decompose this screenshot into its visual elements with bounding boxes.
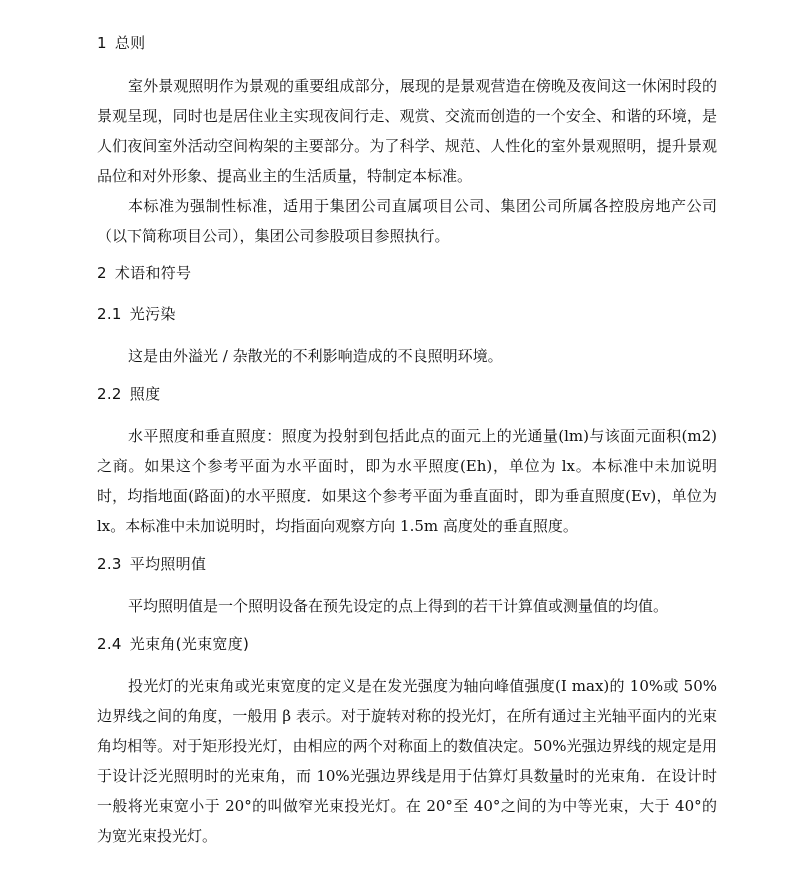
section-title: 术语和符号: [114, 264, 192, 282]
section-number: 2.1: [97, 305, 122, 323]
section-heading: [97, 32, 717, 54]
paragraph: 平均照明值是一个照明设备在预先设定的点上得到的若干计算值或测量值的均值。: [128, 597, 669, 615]
section-terms: [97, 262, 717, 284]
section-average-illuminance: [97, 553, 717, 621]
section-number: 1: [97, 34, 107, 52]
paragraph: 投光灯的光束角或光束宽度的定义是在发光强度为轴向峰值强度(I max)的 10%或 50%边界线之间的角度，一般用 β 表示。对于旋转对称的投光灯，在所有通过主光轴平面内的光束角均相等。对于矩形投光灯，由相应的两个对称面上的数值决定。50%光强边界线的规定是用于设计泛光照明时的光束角，而 10%光强边界线是用于估算灯具数量时的光束角．在设计时一般将光束宽小于 20°的叫做窄光束投光灯。在 20°至 40°之间的为中等光束，大于 40°的为宽光束投光灯。: [97, 677, 717, 845]
section-title: 照度: [129, 385, 161, 403]
section-title: 光束角(光束宽度): [129, 635, 250, 653]
paragraph: 本标准为强制性标准，适用于集团公司直属项目公司、集团公司所属各控股房地产公司（以下简称项目公司），集团公司参股项目参照执行。: [97, 197, 717, 245]
paragraph: 室外景观照明作为景观的重要组成部分，展现的是景观营造在傍晚及夜间这一休闲时段的景观呈现，同时也是居住业主实现夜间行走、观赏、交流而创造的一个安全、和谐的环境，是人们夜间室外活动空间构架的主要部分。为了科学、规范、人性化的室外景观照明，提升景观品位和对外形象、提高业主的生活质量，特制定本标准。: [97, 77, 717, 185]
section-heading: [97, 633, 717, 655]
section-number: 2.3: [97, 555, 122, 573]
section-number: 2.4: [97, 635, 122, 653]
paragraph: 这是由外溢光 / 杂散光的不利影响造成的不良照明环境。: [128, 347, 503, 365]
section-title: 平均照明值: [129, 555, 207, 573]
section-light-pollution: [97, 303, 717, 371]
section-beam-angle: [97, 633, 717, 851]
section-title: 光污染: [129, 305, 176, 323]
section-heading: [97, 262, 717, 284]
section-heading: [97, 383, 717, 405]
section-heading: [97, 553, 717, 575]
section-heading: [97, 303, 717, 325]
section-title: 总则: [114, 34, 146, 52]
section-number: 2.2: [97, 385, 122, 403]
section-general: [97, 32, 717, 251]
section-illuminance: [97, 383, 717, 541]
section-number: 2: [97, 264, 107, 282]
paragraph: 水平照度和垂直照度：照度为投射到包括此点的面元上的光通量(lm)与该面元面积(m2)之商。如果这个参考平面为水平面时，即为水平照度(Eh)，单位为 lx。本标准中未加说明时，均指地面(路面)的水平照度．如果这个参考平面为垂直面时，即为垂直照度(Ev)，单位为 lx。本标准中未加说明时，均指面向观察方向 1.5m 高度处的垂直照度。: [97, 427, 717, 535]
